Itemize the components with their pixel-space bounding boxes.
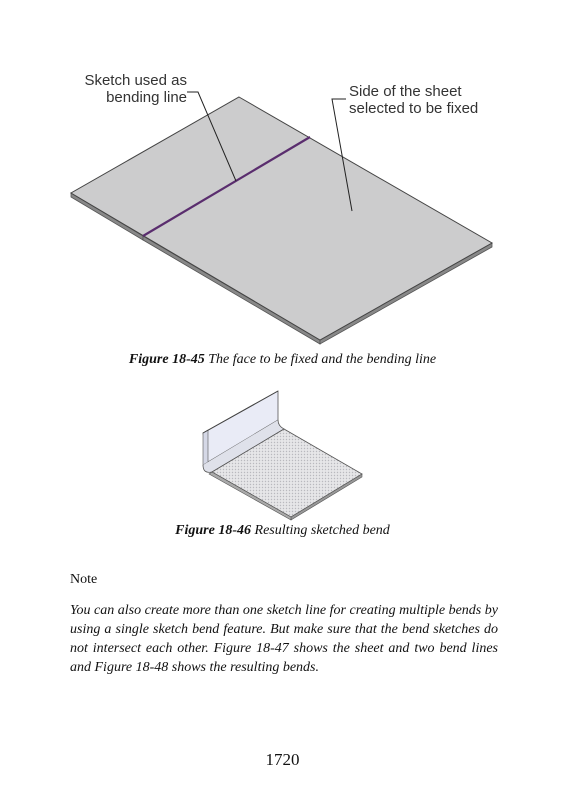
figure-18-46-caption (0, 523, 565, 539)
note-heading: Note (70, 572, 98, 587)
figure-18-46-label: Figure 18-46 (175, 523, 252, 538)
figure-18-45-label: Figure 18-45 (128, 352, 205, 367)
figure-18-45-text: The face to be fixed and the bending line (204, 352, 437, 367)
page-number: 1720 (265, 750, 300, 769)
callout-right-line-1: Side of the sheet (349, 83, 462, 100)
bent-wall-edge (203, 430, 208, 465)
callout-right-line-2: selected to be fixed (349, 100, 479, 117)
figure-18-46-text: Resulting sketched bend (251, 523, 390, 538)
note-body: You can also create more than one sketch line for creating multiple bends by using a single sketch bend feature. But make sure that the bend sketches do not intersect each other. Figure 18-47 shows the sheet and two bend lines and Figure 18-48 shows the resulting bends. (70, 603, 498, 675)
callout-left-line-1: Sketch used as (84, 72, 187, 89)
callout-left-line-2: bending line (106, 89, 187, 106)
